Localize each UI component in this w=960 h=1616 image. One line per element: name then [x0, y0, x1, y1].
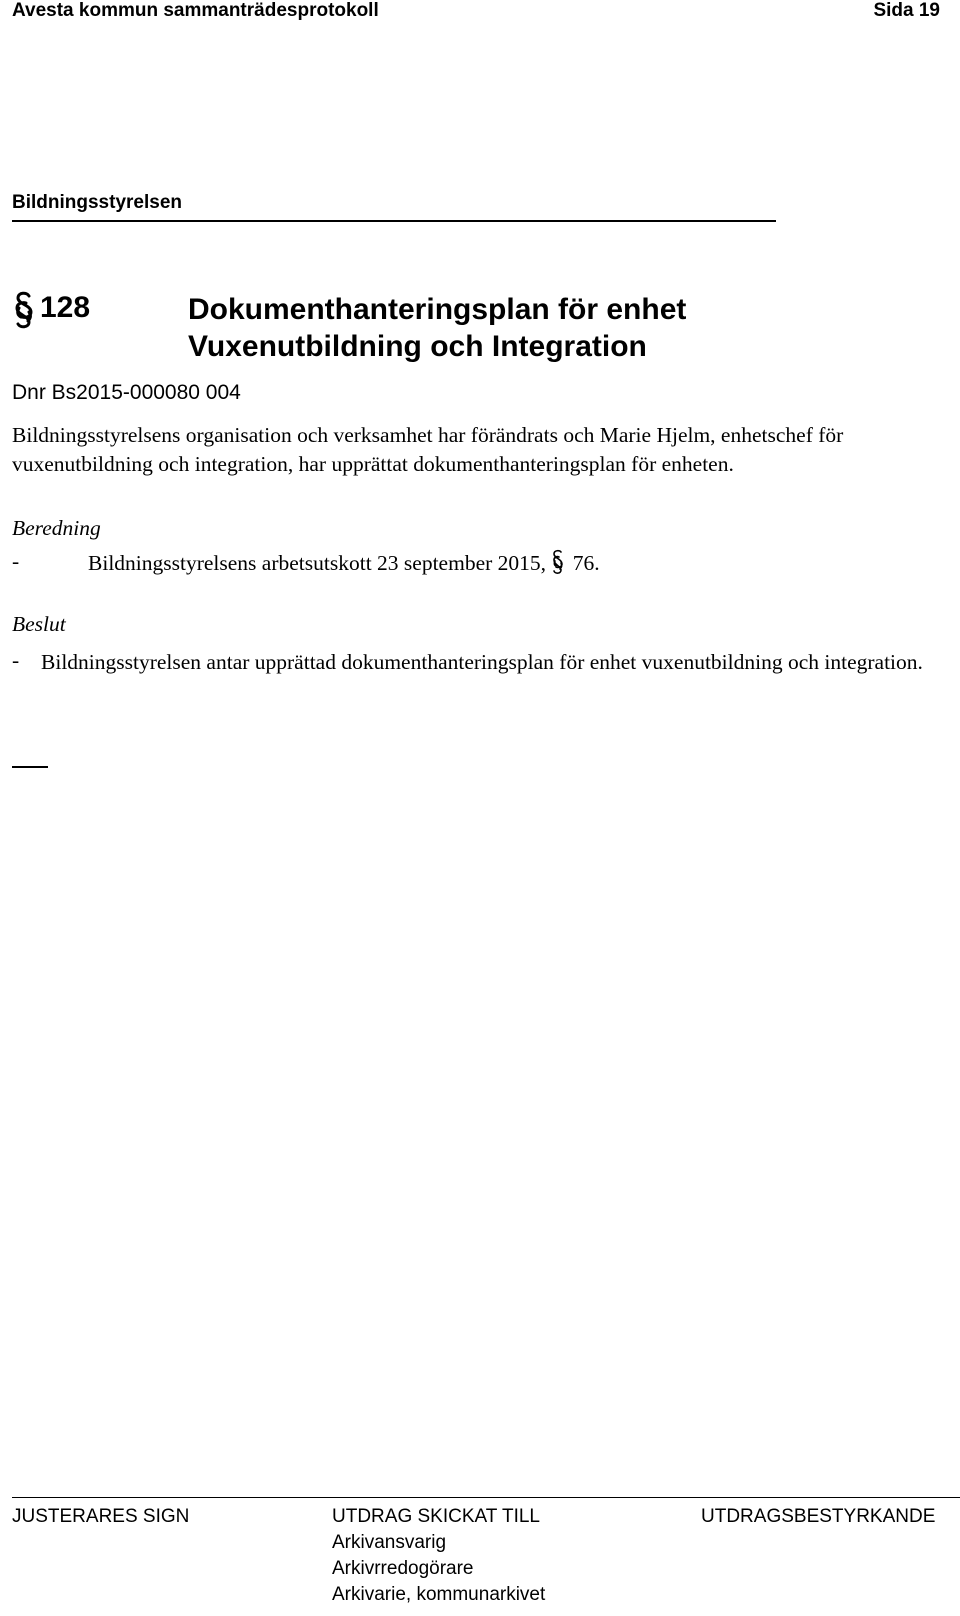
board-name: Bildningsstyrelsen: [12, 192, 182, 213]
beredning-item-text: Bildningsstyrelsens arbetsutskott 23 september 2015,: [88, 551, 547, 575]
beslut-bullet: -: [12, 648, 20, 672]
board-underline: [12, 220, 776, 222]
beredning-bullet: -: [12, 549, 20, 573]
intro-paragraph: Bildningsstyrelsens organisation och verksamhet har förändrats och Marie Hjelm, enhetschef för vuxenutbildning och integration, har upprättat dokumenthanteringsplan för enheten.: [12, 423, 844, 476]
section-number: 128: [40, 291, 91, 324]
section-sign-icon: [12, 290, 36, 330]
section-title: Dokumenthanteringsplan för enhet Vuxenutbildning och Integration: [188, 293, 687, 363]
justerares-sign-label: JUSTERARES SIGN: [12, 1506, 190, 1527]
beredning-heading: Beredning: [12, 516, 101, 540]
end-of-section-rule: [12, 766, 48, 768]
beslut-item: Bildningsstyrelsen antar upprättad dokumenthanteringsplan för enhet vuxenutbildning och integration.: [41, 650, 923, 674]
utdrag-recipient: Arkivrredogörare: [332, 1558, 474, 1579]
beredning-item-reference: 76.: [572, 551, 600, 575]
beredning-item: [88, 549, 600, 576]
footer-divider: [12, 1497, 960, 1498]
diary-number: Dnr Bs2015-000080 004: [12, 381, 241, 404]
utdrag-skickat-label: UTDRAG SKICKAT TILL: [332, 1506, 540, 1527]
section-sign-icon: [551, 549, 565, 575]
page-number: Sida 19: [873, 0, 940, 21]
beslut-heading: Beslut: [12, 612, 66, 636]
utdrag-recipient: Arkivarie, kommunarkivet: [332, 1584, 546, 1605]
document-header-title: Avesta kommun sammanträdesprotokoll: [12, 0, 379, 21]
utdrag-recipient: Arkivansvarig: [332, 1532, 447, 1553]
utdragsbestyrkande-label: UTDRAGSBESTYRKANDE: [701, 1506, 936, 1527]
